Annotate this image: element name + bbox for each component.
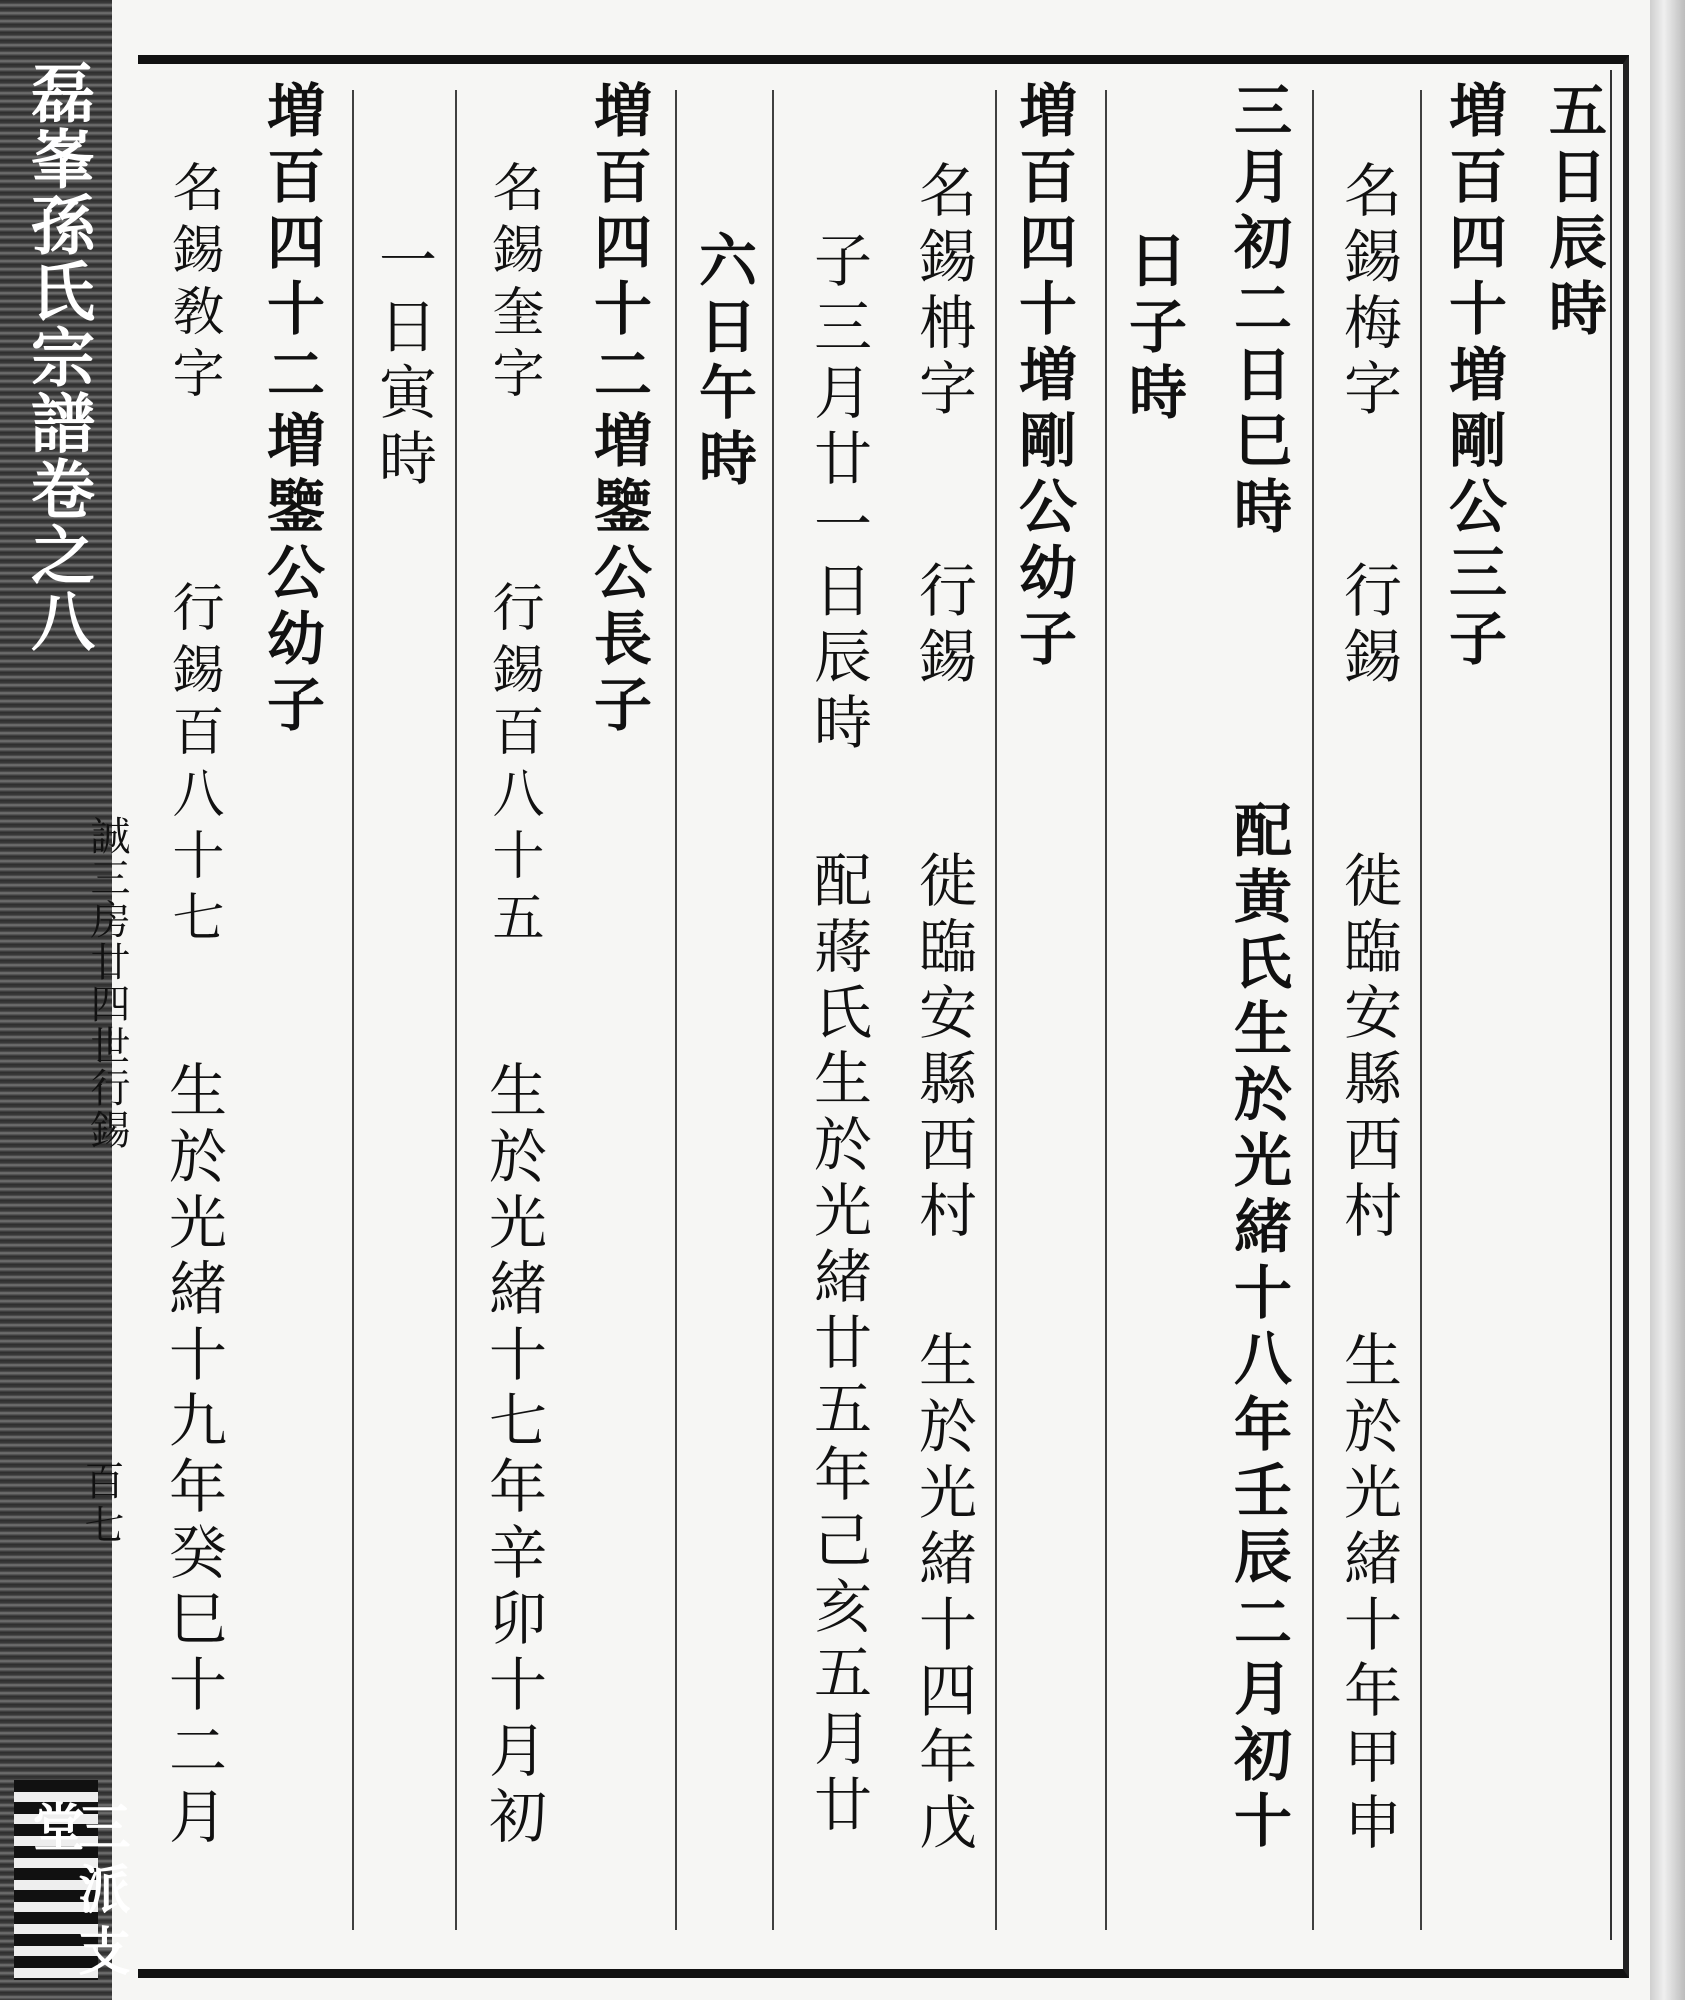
- text-column: 一日寅時: [369, 230, 437, 494]
- text-column: 日子時: [1119, 230, 1187, 428]
- text-column: 徙臨安縣西村: [1334, 850, 1402, 1246]
- column-rule: [1105, 90, 1107, 1930]
- text-column: 六日午時: [689, 230, 757, 494]
- text-column: 生於光緒十九年癸巳十二月: [159, 1060, 227, 1852]
- column-rule: [1312, 90, 1314, 1930]
- text-column: 増百四十二増鑒公幼子: [257, 80, 325, 740]
- text-column: 増百四十増剛公三子: [1439, 80, 1507, 674]
- spine-footer-text: 三派支堂: [23, 1800, 130, 1986]
- text-column: 増百四十二増鑒公長子: [584, 80, 652, 740]
- column-rule: [675, 90, 677, 1930]
- text-column: 名錫敎字: [163, 160, 223, 408]
- spine-volume: 卷之八: [20, 456, 95, 654]
- column-rule: [455, 90, 457, 1930]
- text-column: 行錫百八十五: [483, 580, 543, 952]
- frame-inner-rule: [1610, 70, 1612, 1940]
- column-rule: [1420, 90, 1422, 1930]
- text-column: 行錫百八十七: [163, 580, 223, 952]
- text-column: 生於光緒十四年戊: [909, 1330, 977, 1858]
- branch-note: 誠三房廿四世行錫: [84, 815, 130, 1151]
- text-column: 名錫柟字: [909, 160, 977, 424]
- column-rule: [995, 90, 997, 1930]
- text-column: 三月初二日巳時: [1224, 80, 1292, 542]
- text-column: 子三月廿一日辰時: [804, 230, 872, 758]
- text-column: 行錫: [909, 560, 977, 692]
- column-rule: [352, 90, 354, 1930]
- column-rule: [772, 90, 774, 1930]
- text-column: 生於光緒十年甲申: [1334, 1330, 1402, 1858]
- text-column: 配黄氏生於光緒十八年壬辰二月初十: [1224, 800, 1292, 1856]
- text-column: 名錫奎字: [483, 160, 543, 408]
- text-column: 名錫梅字: [1334, 160, 1402, 424]
- spine-book-title: 磊峯孫氏宗譜: [20, 60, 95, 456]
- page-number: 百七: [78, 1460, 124, 1548]
- page-frame: [138, 55, 1629, 1978]
- spine-title: [20, 60, 95, 654]
- text-column: 生於光緒十七年辛卯十月初: [479, 1060, 547, 1852]
- text-column: 配蔣氏生於光緒廿五年己亥五月廿: [804, 850, 872, 1840]
- text-column: 行錫: [1334, 560, 1402, 692]
- text-column: 徙臨安縣西村: [909, 850, 977, 1246]
- next-page-edge: [1650, 0, 1685, 2000]
- text-column: 五日辰時: [1539, 80, 1607, 344]
- text-column: 増百四十増剛公幼子: [1009, 80, 1077, 674]
